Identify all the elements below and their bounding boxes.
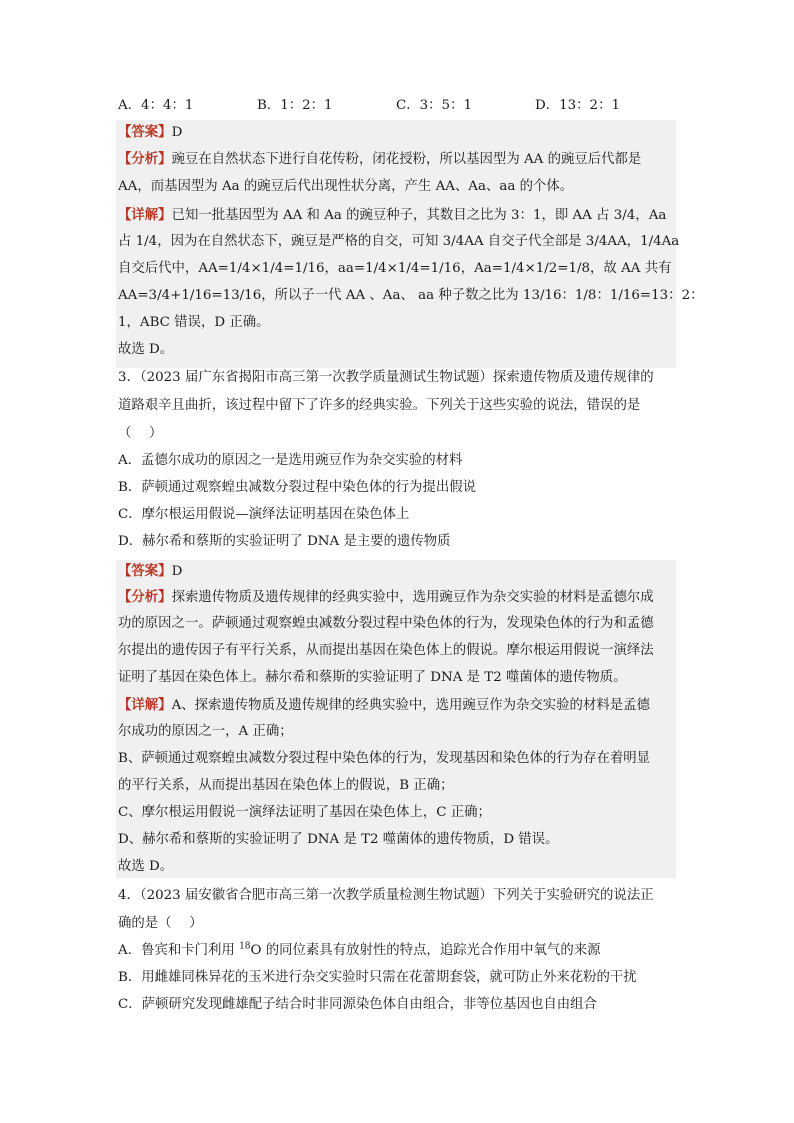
q2-option-b: B．1：2：1 bbox=[257, 98, 333, 113]
q4-option-c: C．萨顿研究发现雌雄配子结合时非同源染色体自由组合，非等位基因也自由组合 bbox=[118, 997, 597, 1012]
q2-answer bbox=[118, 122, 182, 142]
q2-analysis-line-2: AA，而基因型为 Aa 的豌豆后代出现性状分离，产生 AA、Aa、aa 的个体。 bbox=[118, 179, 574, 194]
analysis-tag: 【分析】 bbox=[118, 151, 172, 167]
q3-stem-line-3: （ ） bbox=[118, 426, 163, 441]
q2-analysis-line-1: 【分析】豌豆在自然状态下进行自花传粉，闭花授粉，所以基因型为 AA 的豌豆后代都是 bbox=[118, 151, 642, 167]
q3-answer bbox=[118, 561, 182, 581]
q2-detail-line-1: 【详解】已知一批基因型为 AA 和 Aa 的豌豆种子，其数目之比为 3：1，即 AA 占 3/4，Aa bbox=[118, 207, 667, 223]
detail-tag: 【详解】 bbox=[118, 207, 172, 223]
q3-conclusion: 故选 D。 bbox=[118, 859, 174, 874]
q3-stem-line-2: 道路艰辛且曲折，该过程中留下了许多的经典实验。下列关于这些实验的说法，错误的是 bbox=[118, 398, 641, 413]
q4-stem-line-1: 4．（2023 届安徽省合肥市高三第一次教学质量检测生物试题）下列关于实验研究的说法正 bbox=[118, 888, 654, 903]
q3-option-c: C．摩尔根运用假说—演绎法证明基因在染色体上 bbox=[118, 507, 410, 522]
q3-analysis-line-4: 证明了基因在染色体上。赫尔希和蔡斯的实验证明了 DNA 是 T2 噬菌体的遗传物质。 bbox=[118, 670, 627, 685]
q3-stem-line-1: 3．（2023 届广东省揭阳市高三第一次教学质量测试生物试题）探索遗传物质及遗传规律的 bbox=[118, 370, 654, 385]
q3-analysis-line-1: 【分析】探索遗传物质及遗传规律的经典实验中，选用豌豆作为杂交实验的材料是孟德尔成 bbox=[118, 589, 654, 605]
q2-option-a: A．4：4：1 bbox=[118, 98, 194, 113]
q4-option-a: A．鲁宾和卡门利用 $^{18}$O 的同位素具有放射性的特点，追踪光合作用中氧气的来源 bbox=[118, 941, 601, 958]
answer-value: D bbox=[171, 564, 183, 579]
detail-tag: 【详解】 bbox=[118, 697, 172, 713]
q3-option-a: A．孟德尔成功的原因之一是选用豌豆作为杂交实验的材料 bbox=[118, 453, 463, 468]
q3-option-b: B．萨顿通过观察蝗虫减数分裂过程中染色体的行为提出假说 bbox=[118, 480, 476, 495]
q2-option-c: C．3：5：1 bbox=[396, 98, 472, 113]
answer-tag: 【答案】 bbox=[118, 563, 172, 579]
q3-detail-line-5: C、摩尔根运用假说一演绎法证明了基因在染色体上，C 正确； bbox=[118, 805, 491, 820]
q2-conclusion: 故选 D。 bbox=[118, 342, 174, 357]
q2-detail-line-4: AA=3/4+1/16=13/16，所以子一代 AA 、Aa、 aa 种子数之比为 13/16：1/8：1/16=13：2： bbox=[118, 288, 704, 303]
answer-tag: 【答案】 bbox=[118, 124, 172, 140]
answer-value: D bbox=[171, 125, 183, 140]
q3-analysis-line-3: 尔提出的遗传因子有平行关系，从而提出基因在染色体上的假说。摩尔根运用假说一演绎法 bbox=[118, 643, 654, 658]
q3-detail-line-6: D、赫尔希和蔡斯的实验证明了 DNA 是 T2 噬菌体的遗传物质，D 错误。 bbox=[118, 832, 559, 847]
q3-option-d: D．赫尔希和蔡斯的实验证明了 DNA 是主要的遗传物质 bbox=[118, 534, 451, 549]
q3-detail-line-1: 【详解】A、探索遗传物质及遗传规律的经典实验中，选用豌豆作为杂交实验的材料是孟德 bbox=[118, 697, 650, 713]
q3-detail-line-4: 的平行关系，从而提出基因在染色体上的假说，B 正确； bbox=[118, 778, 454, 793]
analysis-tag: 【分析】 bbox=[118, 589, 172, 605]
q2-detail-line-5: 1，ABC 错误，D 正确。 bbox=[118, 315, 270, 330]
q3-analysis-line-2: 功的原因之一。萨顿通过观察蝗虫减数分裂过程中染色体的行为，发现染色体的行为和孟德 bbox=[118, 616, 654, 631]
q4-option-b: B．用雌雄同株异花的玉米进行杂交实验时只需在花蕾期套袋，就可防止外来花粉的干扰 bbox=[118, 970, 637, 985]
q2-detail-line-3: 自交后代中，AA=1/4×1/4=1/16，aa=1/4×1/4=1/16，Aa=1/4×1/2=1/8，故 AA 共有 bbox=[118, 261, 672, 276]
q4-stem-line-2: 确的是（ ） bbox=[118, 916, 203, 931]
q3-detail-line-3: B、萨顿通过观察蝗虫减数分裂过程中染色体的行为，发现基因和染色体的行为存在着明显 bbox=[118, 751, 651, 766]
q3-detail-line-2: 尔成功的原因之一，A 正确； bbox=[118, 724, 293, 739]
q2-detail-line-2: 占 1/4，因为在自然状态下，豌豆是严格的自交，可知 3/4AA 自交子代全部是 3/4AA，1/4Aa bbox=[118, 234, 680, 249]
q2-option-d: D．13：2：1 bbox=[535, 98, 620, 113]
isotope-mass-number: 18 bbox=[239, 941, 251, 952]
